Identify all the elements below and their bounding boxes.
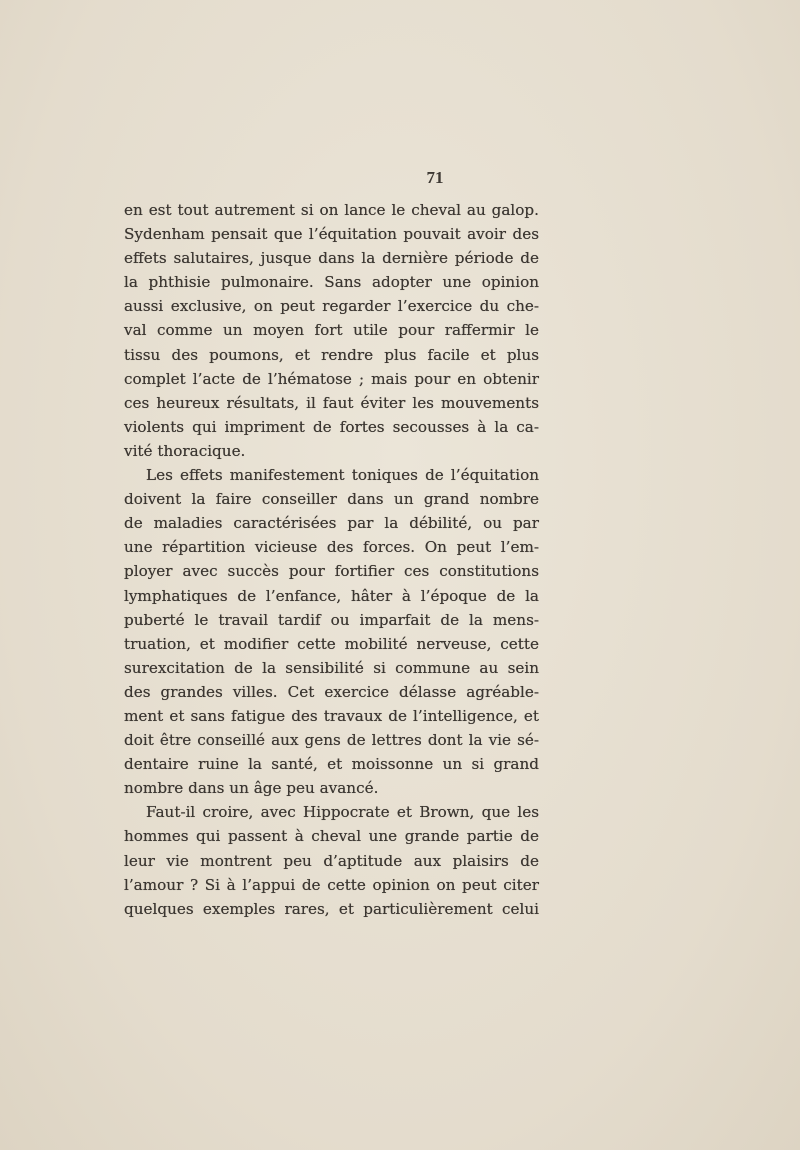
text-line: Faut-il croire, avec Hippocrate et Brown, que les xyxy=(146,803,539,822)
text-line: ment et sans fatigue des travaux de l’intelligence, et xyxy=(124,706,539,725)
text-line: doit être conseillé aux gens de lettres dont la vie sé- xyxy=(124,731,539,750)
paragraph xyxy=(124,800,539,920)
text-line: truation, et modifier cette mobilité nerveuse, cette xyxy=(124,634,539,653)
text-line: la phthisie pulmonaire. Sans adopter une opinion xyxy=(124,273,539,292)
paragraph xyxy=(124,198,539,463)
paragraph xyxy=(124,463,539,800)
text-line: Les effets manifestement toniques de l’équitation xyxy=(146,466,539,485)
body-text xyxy=(124,198,539,921)
text-line: dentaire ruine la santé, et moissonne un si grand xyxy=(124,755,539,774)
text-line: vité thoracique. xyxy=(124,441,246,460)
text-line: aussi exclusive, on peut regarder l’exercice du che- xyxy=(124,297,539,316)
text-line: des grandes villes. Cet exercice délasse agréable- xyxy=(124,682,539,701)
text-line: l’amour ? Si à l’appui de cette opinion on peut citer xyxy=(124,875,539,894)
text-line: violents qui impriment de fortes secousses à la ca- xyxy=(124,417,539,436)
text-line: leur vie montrent peu d’aptitude aux plaisirs de xyxy=(124,851,539,870)
page-number: 71 xyxy=(426,168,444,187)
text-line: ployer avec succès pour fortifier ces constitutions xyxy=(124,562,539,581)
text-line: val comme un moyen fort utile pour raffermir le xyxy=(124,321,539,340)
text-line: une répartition vicieuse des forces. On peut l’em- xyxy=(124,538,539,557)
text-line: ces heureux résultats, il faut éviter les mouvements xyxy=(124,393,539,412)
text-line: doivent la faire conseiller dans un grand nombre xyxy=(124,490,539,509)
text-line: hommes qui passent à cheval une grande partie de xyxy=(124,827,539,846)
text-line: de maladies caractérisées par la débilité, ou par xyxy=(124,514,539,533)
text-line: nombre dans un âge peu avancé. xyxy=(124,779,379,798)
text-line: quelques exemples rares, et particulièrement celui xyxy=(124,899,539,918)
text-line: complet l’acte de l’hématose ; mais pour en obtenir xyxy=(124,369,539,388)
text-line: puberté le travail tardif ou imparfait de la mens- xyxy=(124,610,539,629)
text-line: tissu des poumons, et rendre plus facile et plus xyxy=(124,345,539,364)
text-line: Sydenham pensait que l’équitation pouvait avoir des xyxy=(124,225,539,244)
text-line: lymphatiques de l’enfance, hâter à l’époque de la xyxy=(124,586,539,605)
text-line: surexcitation de la sensibilité si commune au sein xyxy=(124,658,539,677)
text-line: en est tout autrement si on lance le cheval au galop. xyxy=(124,201,539,219)
text-line: effets salutaires, jusque dans la dernière période de xyxy=(124,249,539,268)
